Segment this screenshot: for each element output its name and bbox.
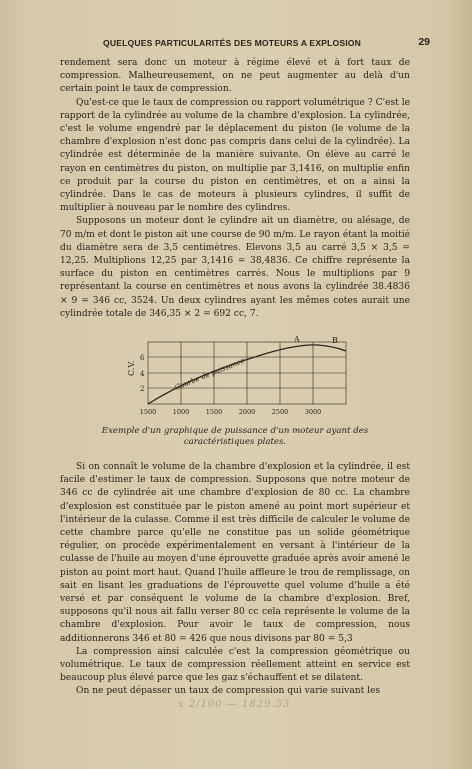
- paragraph: Supposons un moteur dont le cylindre ait un diamètre, ou alésage, de 70 m/m et dont le piston ait une course de 90 m/m. Le rayon étant la moitié du diamètre sera de 3,5 centimètres. Elevons 3,5 au carré 3,5 × 3,5 = 12,25. Multiplions 12,25 par 3,1416 = 38,4836. Ce chiffre représente la surface du piston en centimètres carrés. Nous le multiplions par 9 représentant la course en centimètres et nous avons la cylindrée 38.4836 × 9 = 346 cc, 3524. Un deux cylindres ayant les mêmes cotes aurait une cylindrée totale de 346,35 × 2 = 692 cc, 7.: [60, 216, 410, 319]
- paragraph: Si on connaît le volume de la chambre d'explosion et la cylindrée, il est facile d'estimer le taux de compression. Supposons que notre moteur de 346 cc de cylindrée ait une chambre d'explosion de 80 cc. La chambre d'explosion est constituée par le piston amené au point mort supérieur et l'intérieur de la culasse. Comme il est très difficile de calculer le volume de cette chambre parce qu'elle ne constitue pas un solide géométrique régulier, on procède expérimentalement en versant à l'intérieur de la culasse de l'huile au moyen d'une éprouvette graduée après avoir amené le piston au point mort haut. Quand l'huile affleure le trou de remplissage, on sait en lisant les graduations de l'éprouvette quel volume d'huile a été versé et par conséquent le volume de la chambre d'explosion. Bref, supposons qu'il nous ait fallu verser 80 cc cela représente le volume de la chambre d'explosion. Pour avoir le taux de compression, nous additionnerons 346 et 80 = 426 que nous divisons par 80 = 5,3: [60, 462, 410, 644]
- x-tick: 3000: [304, 408, 322, 416]
- curve-label: Courbe de puissance: [173, 356, 246, 392]
- paragraph: Qu'est-ce que le taux de compression ou rapport volumétrique ? C'est le rapport de la cylindrée au volume de la chambre d'explosion. La cylindrée, c'est le volume engendré par le déplacement du piston (le volume de la chambre d'explosion n'est donc pas compris dans celui de la cylindrée). La cylindrée est déterminée de la manière suivante. On élève au carré le rayon en centimètres du piston, on multiplie par 3,1416, on multiplie enfin ce produit par la course du piston en centimètres, et on a ainsi la cylindrée. Dans le cas de moteurs à plusieurs cylindres, il suffit de multiplier à nouveau par le nombre des cylindres.: [60, 97, 410, 214]
- page-number: 29: [418, 36, 430, 48]
- paragraph: La compression ainsi calculée c'est la compression géométrique ou volumétrique. Le taux de compression réellement atteint en service est beaucoup plus élevé parce que les gaz s'échauffent et se dilatent.: [60, 646, 410, 684]
- paragraph: rendement sera donc un moteur à régime élevé et à fort taux de compression. Malheureusement, on ne peut augmenter au delà d'un certain point le taux de compression.: [60, 58, 410, 95]
- text-block-bottom: [60, 461, 410, 699]
- y-tick: 6: [140, 354, 145, 362]
- x-tick: 1000: [172, 408, 190, 416]
- x-tick: 1500: [139, 408, 157, 416]
- x-tick: 2500: [271, 408, 289, 416]
- figure-caption: Exemple d'un graphique de puissance d'un moteur ayant des caractéristiques plates.: [101, 426, 369, 447]
- running-title: QUELQUES PARTICULARITÉS DES MOTEURS A EXPLOSION: [103, 38, 361, 48]
- y-tick: 2: [140, 385, 145, 393]
- x-tick: 2000: [238, 408, 256, 416]
- handwritten-note: x 2/100 — 1829.53: [178, 699, 291, 710]
- power-curve-figure: [118, 330, 358, 420]
- x-tick: 1500: [205, 408, 223, 416]
- y-axis-label: C.V.: [127, 360, 136, 376]
- point-label-a: A: [294, 335, 300, 344]
- paragraph: On ne peut dépasser un taux de compression qui varie suivant les: [76, 686, 381, 697]
- figure-grid: [148, 342, 346, 404]
- text-block-top: [60, 57, 410, 321]
- y-tick: 4: [140, 370, 145, 378]
- point-label-b: B: [332, 336, 338, 345]
